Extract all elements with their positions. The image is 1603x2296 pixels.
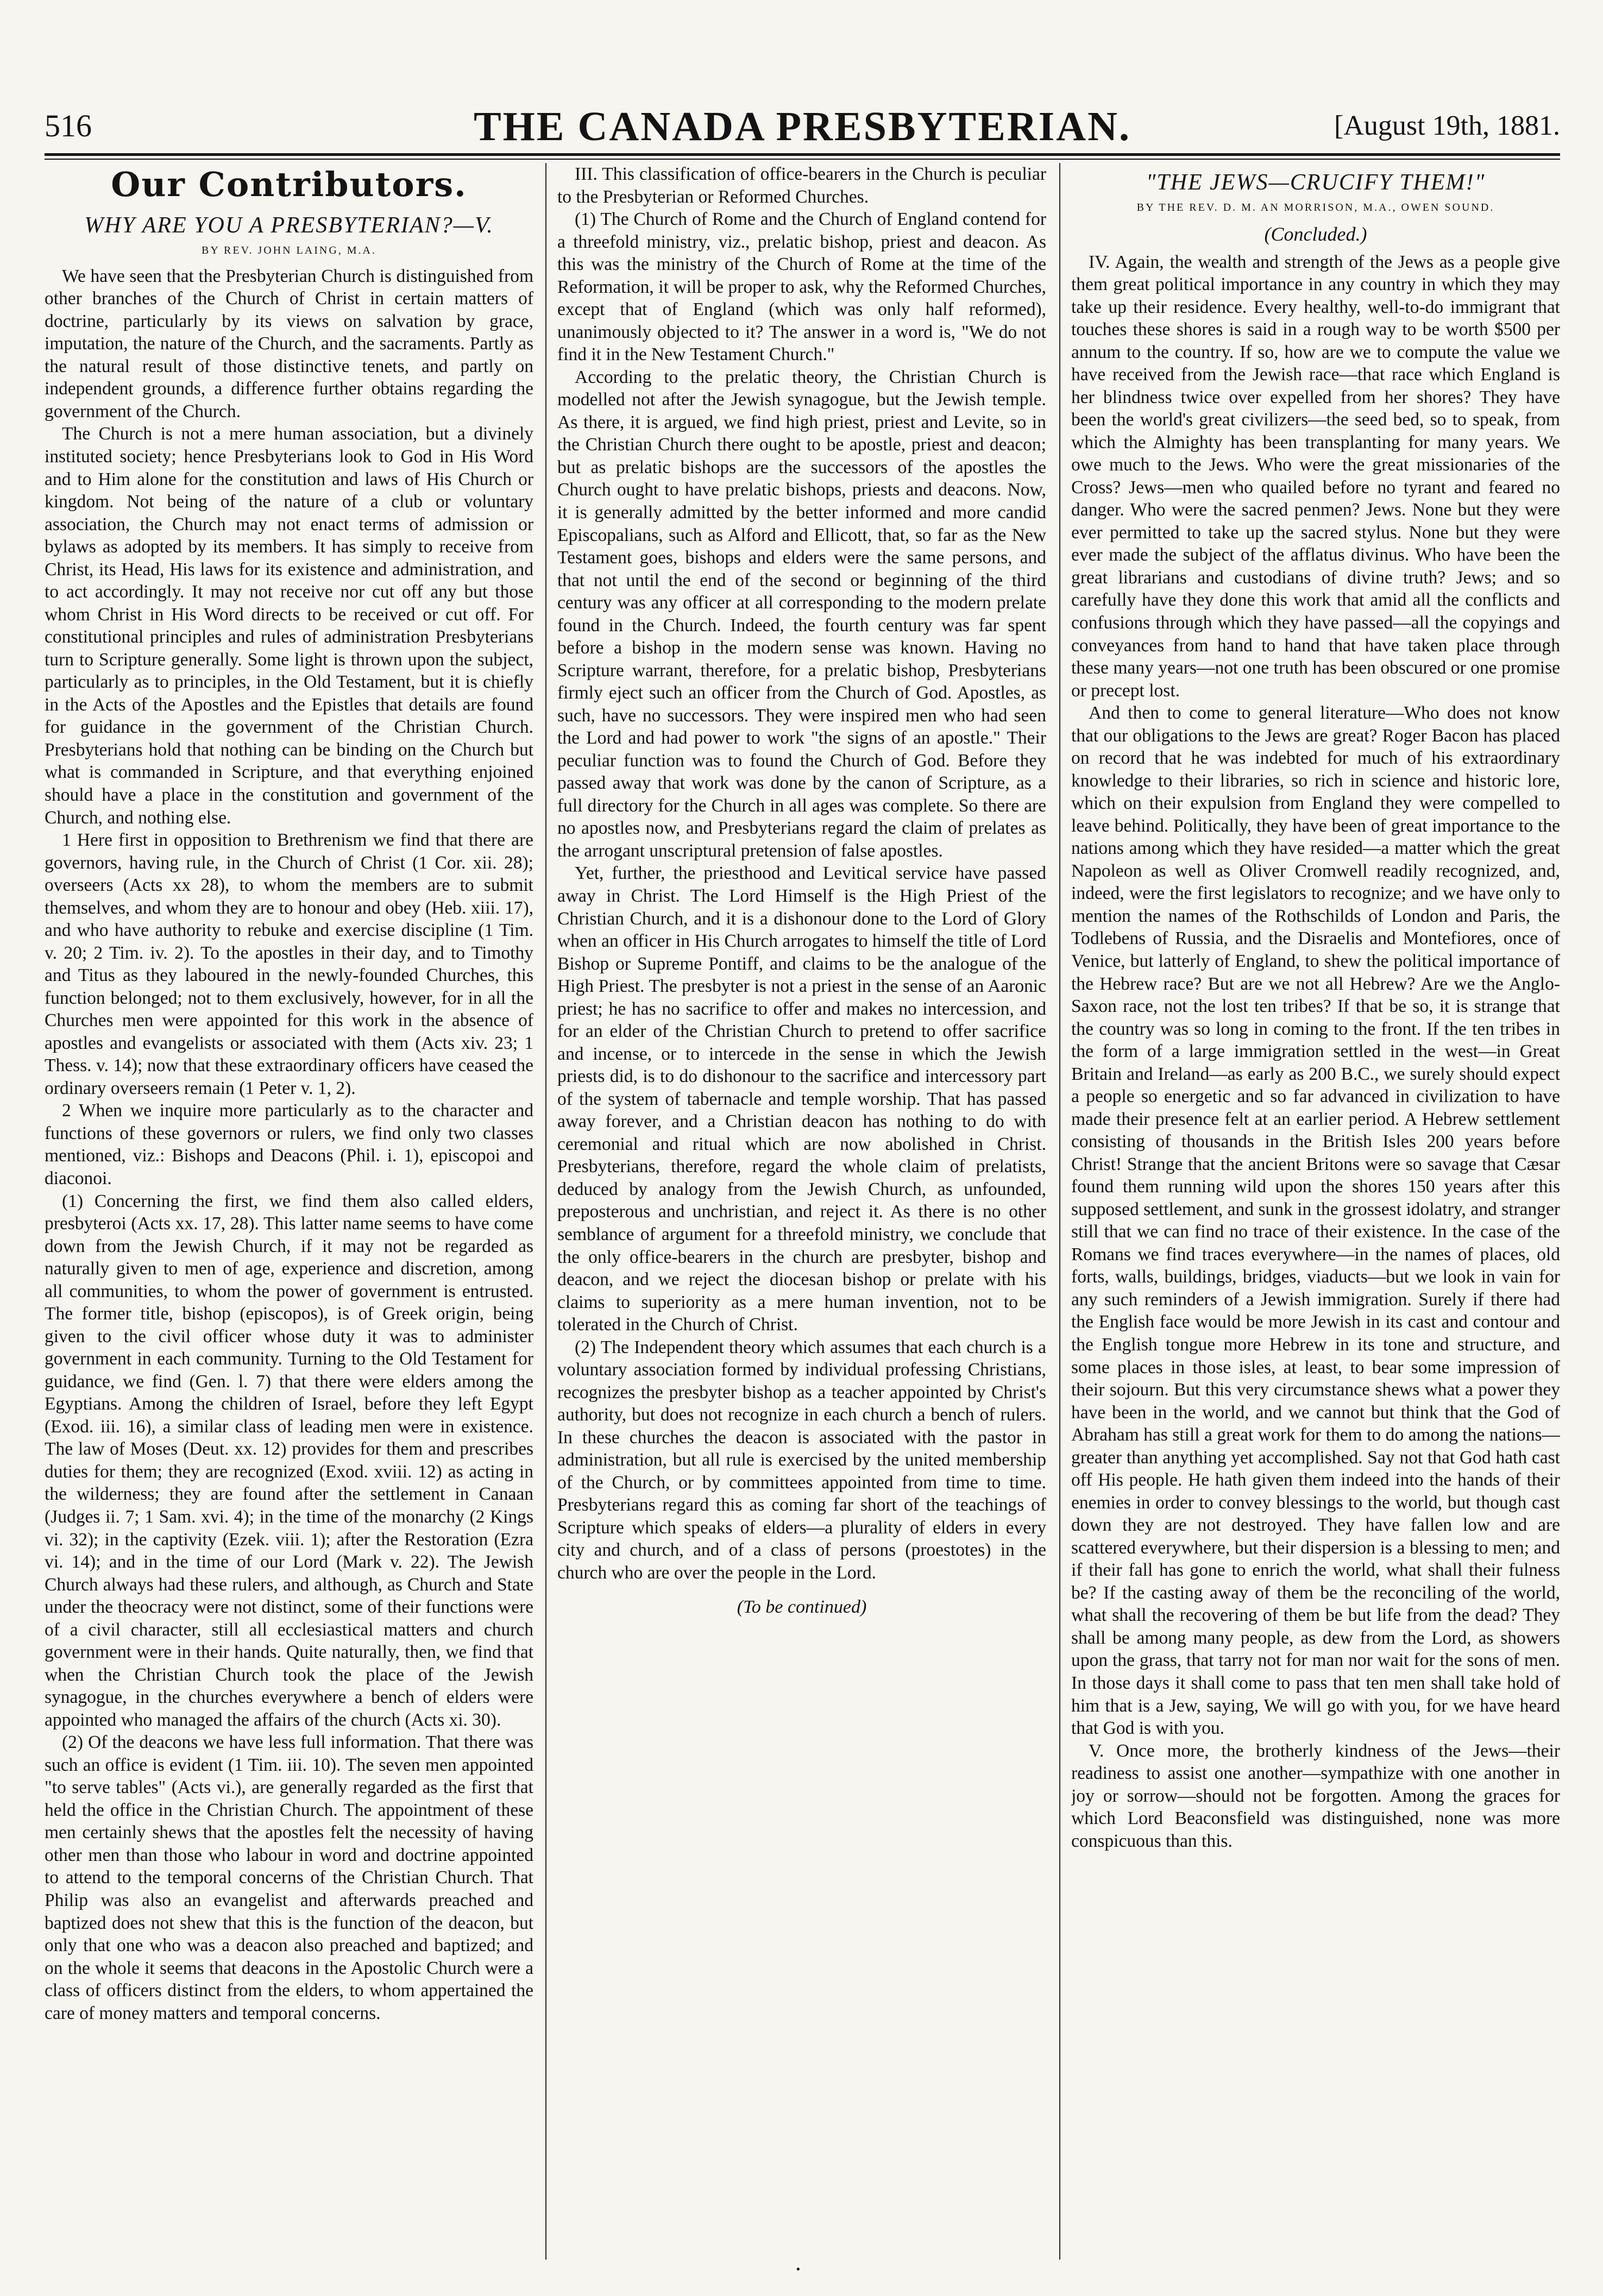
paragraph: 1 Here first in opposition to Brethrenism we find that there are governors, having rule, in the Church of Christ (1 Cor. xii. 28); overseers (Acts xx 28), to whom the members are to submit themselves, and whom they are to honour and obey (Heb. xiii. 17), and who have authority to rebuke and exercise discipline (1 Tim. v. 20; 2 Tim. iv. 2). To the apostles in their day, and to Timothy and Titus as they laboured in the newly-founded Churches, this function belonged; not to them exclusively, however, for in all the Churches men were appointed for this work in the absence of apostles and evangelists or associated with them (Acts xiv. 23; 1 Thess. v. 14); now that these extraordinary officers have ceased the ordinary overseers remain (1 Peter v. 1, 2). — [45, 830, 533, 1098]
article-title: "THE JEWS—CRUCIFY THEM!" — [1146, 170, 1486, 195]
column-divider — [1059, 163, 1060, 2260]
concluded-note: (Concluded.) — [1264, 223, 1367, 245]
continued-note: (To be continued) — [737, 1597, 867, 1618]
paragraph: Yet, further, the priesthood and Levitical service have passed away in Christ. The Lord Himself is the High Priest of the Christian Church, and it is a dishonour done to the Lord of Glory when an officer in His Church arrogates to himself the title of Lord Bishop or Supreme Pontiff, and claims to be the analogue of the High Priest. The presbyter is not a priest in the sense of an Aaronic priest; he has no sacrifice to offer and makes no intercession, and for an elder of the Christian Church to pretend to offer sacrifice and incense, or to intercede in the sense in which the Jewish priests did, is to do dishonour to the sacrifice and intercessory part of the system of tabernacle and temple worship. That has passed away forever, and a Christian deacon has nothing to do with ceremonial and ritual which are now abolished in Christ. Presbyterians, therefore, regard the whole claim of prelatists, deduced by analogy from the Jewish Church, as unfounded, preposterous and unchristian, and reject it. As there is no other semblance of argument for a threefold ministry, we conclude that the only office-bearers in the church are presbyter, bishop and deacon, and we reject the diocesan bishop or prelate with his claims to superiority as a mere human invention, not to be tolerated in the Church of Christ. — [557, 863, 1046, 1335]
paragraph: According to the prelatic theory, the Christian Church is modelled not after the Jewish synagogue, but the Jewish temple. As there, it is argued, we find high priest, priest and Levite, so in the Christian Church there ought to be apostle, priest and deacon; but as prelatic bishops are the successors of the apostles the Church ought to have prelatic bishops, priests and deacons. Now, it is generally admitted by the better informed and more candid Episcopalians, such as Alford and Ellicott, that, so far as the New Testament goes, bishops and elders were the same persons, and that not until the end of the second or beginning of the third century was any officer at all corresponding to the modern prelate found in the Church. Indeed, the fourth century was far spent before a bishop in the modern sense was known. Having no Scripture warrant, therefore, for a prelatic bishop, Presbyterians firmly eject such an officer from the Church of God. Apostles, as such, have no successors. They were inspired men who had seen the Lord and had power to work "the signs of an apostle." Their peculiar function was to found the Church of God. Before they passed away that work was done by the canon of Scripture, as a full directory for the Church in all ages was complete. So there are no apostles now, and Presbyterians regard the claim of prelates as the arrogant unscriptural pretension of false apostles. — [557, 367, 1046, 861]
paragraph: We have seen that the Presbyterian Church is distinguished from other branches of the Church of Christ in certain matters of doctrine, particularly by its views on salvation by grace, imputation, the nature of the Church, and the sacraments. Partly as the natural result of those distinctive tenets, and partly on independent grounds, a difference further obtains regarding the government of the Church. — [45, 266, 533, 422]
header-rule-thin — [45, 159, 1560, 160]
header-rule — [45, 153, 1560, 156]
page-mark: · — [794, 2256, 802, 2282]
paragraph: 2 When we inquire more particularly as to the character and functions of these governors or rulers, we find only two classes mentioned, viz.: Bishops and Deacons (Phil. i. 1), episcopoi and diaconoi. — [45, 1100, 533, 1188]
paragraph: The Church is not a mere human association, but a divinely instituted society; hence Presbyterians look to God in His Word and to Him alone for the constitution and laws of His Church or kingdom. Not being of the nature of a club or voluntary association, the Church may not enact terms of admission or bylaws as adopted by its members. It has simply to receive from Christ, its Head, His laws for its existence and administration, and to act accordingly. It may not receive nor cut off any but those whom Christ in His Word directs to be received or cut off. For constitutional principles and rules of administration Presbyterians turn to Scripture generally. Some light is thrown upon the subject, particularly as to principles, in the Old Testament, but it is chiefly in the Acts of the Apostles and the Epistles that details are found for guidance in the government of the Christian Church. Presbyterians hold that nothing can be binding on the Church but what is commanded in Scripture, and that everything enjoined should have a place in the constitution and government of the Church, and nothing else. — [45, 424, 533, 828]
masthead: THE CANADA PRESBYTERIAN. — [473, 104, 1131, 149]
column-divider — [545, 163, 546, 2260]
page-number: 516 — [45, 108, 92, 143]
section-heading: Our Contributors. — [111, 165, 467, 204]
paragraph: III. This classification of office-bearers in the Church is peculiar to the Presbyterian or Reformed Churches. — [557, 164, 1046, 207]
page-header — [45, 103, 1560, 152]
column-left — [45, 163, 533, 2260]
issue-date: [August 19th, 1881. — [1334, 110, 1560, 141]
article-title: WHY ARE YOU A PRESBYTERIAN?—V. — [84, 212, 494, 238]
paragraph: V. Once more, the brotherly kindness of the Jews—their readiness to assist one another—sympathize with one another in joy or sorrow—should not be forgotten. Among the graces for which Lord Beaconsfield was distinguished, none was more conspicuous than this. — [1071, 1740, 1560, 1851]
article-byline: BY THE REV. D. M. AN MORRISON, M.A., OWEN SOUND. — [1136, 202, 1495, 214]
paragraph: (2) The Independent theory which assumes that each church is a voluntary association formed by individual professing Christians, recognizes the presbyter bishop as a teacher appointed by Christ's authority, but does not recognize in each church a bench of rulers. In these churches the deacon is associated with the pastor in administration, but all rule is exercised by the united membership of the Church, or by committees appointed from time to time. Presbyterians regard this as coming far short of the teachings of Scripture which speaks of elders—a plurality of elders in every city and church, and of a class of persons (proestotes) in the church who are over the people in the Lord. — [557, 1337, 1046, 1583]
paragraph: (1) The Church of Rome and the Church of England contend for a threefold ministry, viz., prelatic bishop, priest and deacon. As this was the ministry of the Church of Rome at the time of the Reformation, it will be proper to ask, why the Reformed Churches, except that of England (which was only half reformed), unanimously objected to it? The answer in a word is, "We do not find it in the New Testament Church." — [557, 209, 1046, 365]
paragraph: IV. Again, the wealth and strength of the Jews as a people give them great political importance in any country in which they may take up their residence. Every healthy, well-to-do immigrant that touches these shores is said in a rough way to be worth $500 per annum to the country. If so, how are we to compute the value we have received from the Jewish race—that race which England is her blindness twice over expelled from her shores? They have been the world's great civilizers—the seed bed, so to speak, from which the Almighty has been transplanting for many years. We owe much to the Jews. Who were the great missionaries of the Cross? Jews—men who quailed before no tyrant and feared no danger. Who were the sacred penmen? Jews. None but they were ever permitted to take up the sacred stylus. None but they were ever made the subject of the afflatus divinus. Who have been the great librarians and custodians of divine truth? Jews; and so carefully have they done this work that amid all the conflicts and confusions through which they have passed—all the copyings and conveyances from hand to hand that have taken place through these many years—not one truth has been obscured or one promise or precept lost. — [1071, 251, 1560, 701]
paragraph: (2) Of the deacons we have less full information. That there was such an office is evident (1 Tim. iii. 10). The seven men appointed "to serve tables" (Acts vi.), are generally regarded as the first that held the office in the Christian Church. The appointment of these men certainly shews that the apostles felt the necessity of having other men than those who labour in word and doctrine appointed to attend to the temporal concerns of the Christian Church. That Philip was also an evangelist and afterwards preached and baptized does not shew that this is the function of the deacon, but only that one who was a deacon also preached and baptized; and on the whole it seems that deacons in the Apostolic Church were a class of officers distinct from the elders, to whom appertained the care of money matters and temporal concerns. — [45, 1732, 533, 2023]
column-right — [1071, 163, 1560, 2260]
paragraph: And then to come to general literature—Who does not know that our obligations to the Jews are great? Roger Bacon has placed on record that he was indebted for much of his extraordinary knowledge to their libraries, so rich in science and historic lore, which on their expulsion from England they were compelled to leave behind. Politically, they have been of great importance to the nations among which they have resided—a matter which the great Napoleon as well as Oliver Cromwell readily recognized, and, indeed, were the first legislators to recognize; and we have only to mention the names of the Rothschilds of London and Paris, the Todlebens of Russia, and the Disraelis and Montefiores, once of Venice, but latterly of England, to shew the political importance of the Hebrew race? But are we not all Hebrew? Are we the Anglo-Saxon race, not the lost ten tribes? If that be so, it is strange that the country was so long in coming to the front. If the ten tribes in the form of a large immigration settled in the west—in Great Britain and Ireland—as early as 200 B.C., we surely should expect a people so energetic and so far advanced in civilization to have made their presence felt at an earlier period. A Hebrew settlement consisting of thousands in the British Isles 200 years before Christ! Strange that the ancient Britons were so savage that Cæsar found them running wild upon the shores 150 years after this supposed settlement, and sunk in the grossest idolatry, and stranger still that we can find no trace of their existence. In the case of the Romans we find traces everywhere—in the names of places, old forts, walls, buildings, bridges, viaducts—but we look in vain for any such reminders of a Jewish immigration. Surely if there had the English face would be more Jewish in its cast and contour and the English tongue more Hebrew in its tone and structure, and some places in those isles, at least, to bear some impression of their sojourn. But this very circumstance shews what a power they have been in the world, and we cannot but think that the God of Abraham has still a great work for them to do among the nations—greater than anything yet accomplished. Say not that God hath cast off His people. He hath given them indeed into the hands of their enemies in order to convey blessings to the world, but though cast down they are not destroyed. They have fallen low and are scattered everywhere, but their dispersion is a blessing to men; and if their fall has gone to enrich the world, what shall their fulness be? If the casting away of them be the reconciling of the world, what shall the recovering of them be but life from the dead? They shall be among many people, as dew from the Lord, as showers upon the grass, that tarry not for man nor wait for the sons of men. In those days it shall come to pass that ten men shall take hold of him that is a Jew, saying, We will go with you, for we have heard that God is with you. — [1071, 703, 1560, 1739]
paragraph: (1) Concerning the first, we find them also called elders, presbyteroi (Acts xx. 17, 28). This latter name seems to have come down from the Jewish Church, if it may not be regarded as naturally given to men of age, experience and discretion, among all communities, to whom the power of government is entrusted. The former title, bishop (episcopos), is of Greek origin, being given to the civil officer whose duty it was to administer government in each community. Turning to the Old Testament for guidance, we find (Gen. l. 7) that there were elders among the Egyptians. Among the children of Israel, before they left Egypt (Exod. iii. 16), a similar class of leading men were in existence. The law of Moses (Deut. xx. 12) provides for them and prescribes duties for them; they are recognized (Exod. xviii. 12) as acting in the wilderness; they are found after the settlement in Canaan (Judges ii. 7; 1 Sam. xvi. 4); in the time of the monarchy (2 Kings vi. 32); in the captivity (Ezek. viii. 1); after the Restoration (Ezra vi. 14); and in the time of our Lord (Mark v. 22). The Jewish Church always had these rulers, and although, as Church and State under the theocracy were not distinct, some of their functions were of a civil character, still all ecclesiastical matters and church government were in their hands. Quite naturally, then, we find that when the Christian Church took the place of the Jewish synagogue, in the churches everywhere a bench of elders were appointed who managed the affairs of the church (Acts xi. 30). — [45, 1191, 533, 1730]
article-byline: BY REV. JOHN LAING, M.A. — [201, 244, 376, 256]
column-middle — [557, 163, 1046, 2260]
